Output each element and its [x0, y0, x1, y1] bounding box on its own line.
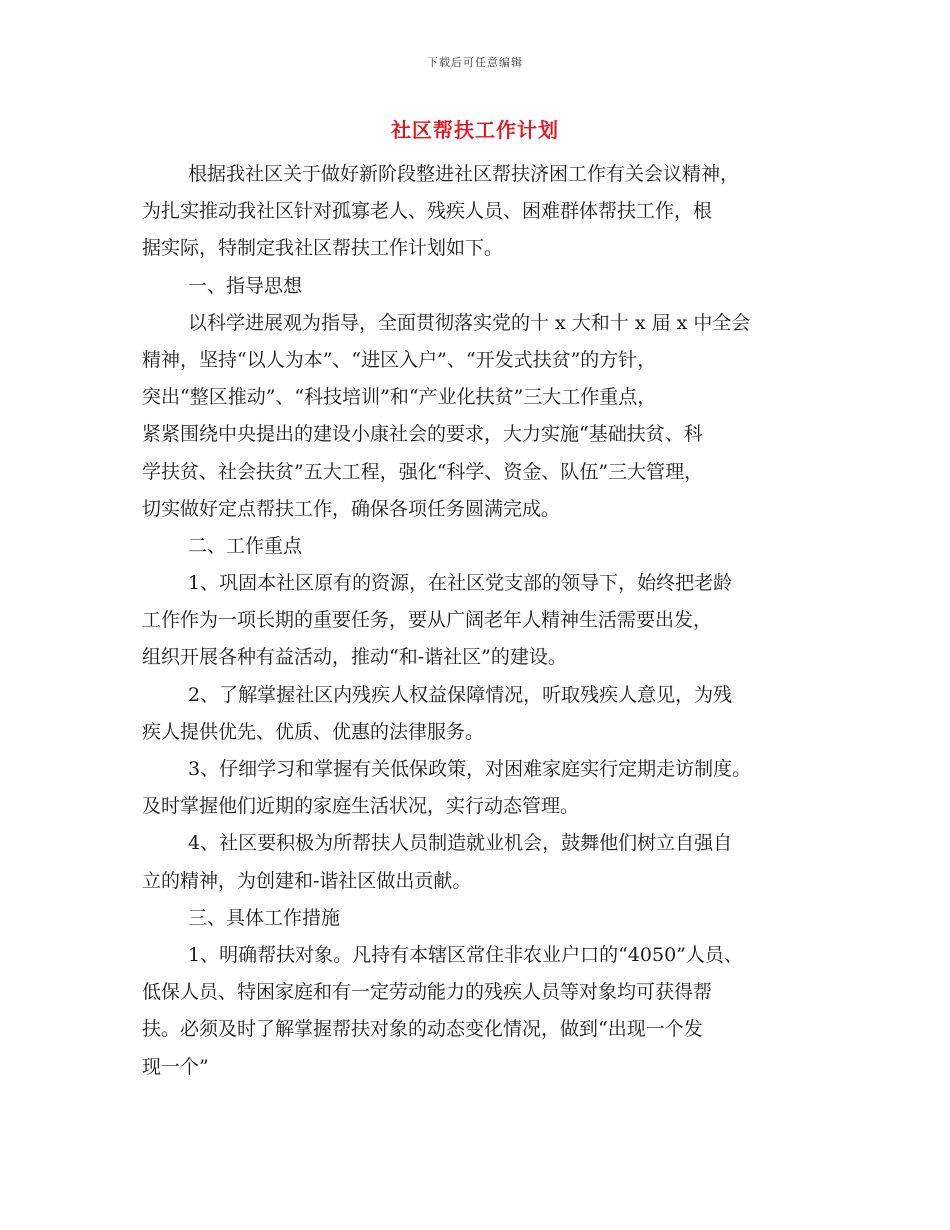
body-line: 据实际，特制定我社区帮扶工作计划如下。	[142, 237, 504, 260]
body-line: 一、指导思想	[188, 274, 303, 297]
body-line: 组织开展各种有益活动，推动“和-谐社区”的建设。	[142, 646, 567, 669]
body-line: 扶。必须及时了解掌握帮扶对象的动态变化情况，做到“出现一个发	[142, 1018, 703, 1041]
document-body	[142, 156, 832, 1086]
body-line: 精神，坚持“以人为本”、“进区入户”、“开发式扶贫”的方针，	[142, 348, 657, 371]
body-line: 低保人员、特困家庭和有一定劳动能力的残疾人员等对象均可获得帮	[142, 981, 713, 1004]
body-line: 二、工作重点	[188, 534, 303, 557]
body-line: 4、社区要积极为所帮扶人员制造就业机会，鼓舞他们树立自强自	[188, 832, 733, 855]
body-line: 工作作为一项长期的重要任务，要从广阔老年人精神生活需要出发，	[142, 609, 713, 632]
body-line: 现一个”	[142, 1055, 209, 1078]
body-line: 1、明确帮扶对象。凡持有本辖区常住非农业户口的“4050”人员、	[188, 943, 743, 966]
body-line: 切实做好定点帮扶工作，确保各项任务圆满完成。	[142, 497, 561, 520]
body-line: 1、巩固本社区原有的资源，在社区党支部的领导下，始终把老龄	[188, 572, 733, 595]
body-line: 3、仔细学习和掌握有关低保政策，对困难家庭实行定期走访制度。	[188, 758, 752, 780]
body-line: 突出“整区推动”、“科技培训”和“产业化扶贫”三大工作重点，	[142, 386, 657, 409]
body-line: 三、具体工作措施	[188, 906, 341, 929]
header-note: 下载后可任意编辑	[427, 56, 523, 69]
body-line: 疾人提供优先、优质、优惠的法律服务。	[142, 720, 485, 743]
document-title: 社区帮扶工作计划	[391, 118, 559, 142]
body-line: 学扶贫、社会扶贫”五大工程，强化“科学、资金、队伍”三大管理，	[142, 460, 704, 483]
body-line: 及时掌握他们近期的家庭生活状况，实行动态管理。	[142, 795, 580, 818]
body-line: 立的精神，为创建和-谐社区做出贡献。	[142, 869, 472, 892]
body-line: 以科学进展观为指导，全面贯彻落实党的十 x 大和十 x 届 x 中全会	[188, 311, 751, 334]
body-line: 为扎实推动我社区针对孤寡老人、残疾人员、困难群体帮扶工作，根	[142, 200, 713, 223]
body-line: 紧紧围绕中央提出的建设小康社会的要求，大力实施“基础扶贫、科	[142, 423, 703, 446]
body-line: 根据我社区关于做好新阶段整进社区帮扶济困工作有关会议精神，	[188, 163, 740, 185]
body-line: 2、了解掌握社区内残疾人权益保障情况，听取残疾人意见，为残	[188, 683, 733, 706]
